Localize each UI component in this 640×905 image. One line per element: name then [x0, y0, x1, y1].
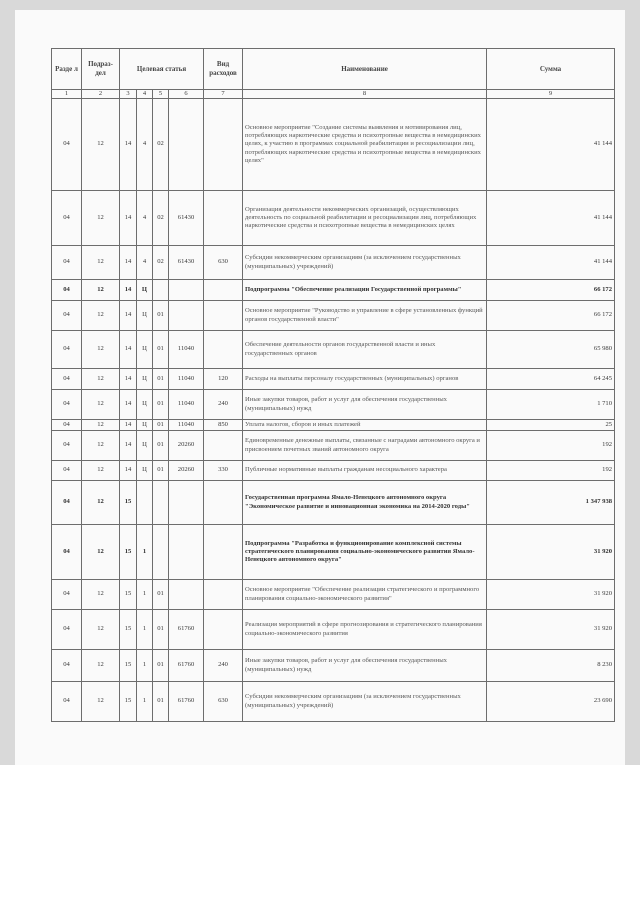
- cell-podrazdel: 12: [82, 99, 120, 191]
- table-row: [52, 525, 615, 580]
- column-number: 2: [82, 90, 120, 99]
- cell-direction: [169, 580, 204, 610]
- cell-direction: [169, 301, 204, 331]
- cell-podrazdel: 12: [82, 650, 120, 682]
- cell-expense-type: [204, 431, 243, 461]
- cell-razdel: 04: [52, 99, 82, 191]
- cell-name: Подпрограмма "Разработка и функционирование комплексной системы стратегического планирования социально-экономического развития Ямало-Ненецкого автономного округа": [243, 525, 487, 580]
- cell-event: 01: [153, 301, 169, 331]
- table-row: [52, 420, 615, 431]
- cell-name: Государственная программа Ямало-Ненецкого автономного округа "Экономическое развитие и инновационная экономика на 2014-2020 годы": [243, 481, 487, 525]
- cell-subprogram: 1: [137, 610, 153, 650]
- cell-subprogram: Ц: [137, 369, 153, 390]
- cell-event: 02: [153, 246, 169, 280]
- cell-subprogram: [137, 481, 153, 525]
- header-sum: Сумма: [487, 49, 615, 90]
- cell-razdel: 04: [52, 420, 82, 431]
- cell-program: 14: [120, 246, 137, 280]
- cell-name: Подпрограмма "Обеспечение реализации Государственной программы": [243, 280, 487, 301]
- cell-razdel: 04: [52, 650, 82, 682]
- cell-sum: 64 245: [487, 369, 615, 390]
- cell-subprogram: 1: [137, 650, 153, 682]
- cell-expense-type: 240: [204, 650, 243, 682]
- cell-sum: 192: [487, 461, 615, 481]
- table-row: [52, 682, 615, 722]
- cell-podrazdel: 12: [82, 280, 120, 301]
- table-row: [52, 369, 615, 390]
- cell-program: 15: [120, 610, 137, 650]
- cell-subprogram: Ц: [137, 390, 153, 420]
- cell-podrazdel: 12: [82, 331, 120, 369]
- cell-program: 15: [120, 650, 137, 682]
- table-row: [52, 390, 615, 420]
- cell-razdel: 04: [52, 525, 82, 580]
- cell-direction: 20260: [169, 431, 204, 461]
- cell-subprogram: Ц: [137, 301, 153, 331]
- cell-direction: [169, 280, 204, 301]
- budget-table: [51, 48, 615, 722]
- cell-name: Реализация мероприятий в сфере прогнозирования и стратегического планирования социально-экономического развития: [243, 610, 487, 650]
- cell-podrazdel: 12: [82, 246, 120, 280]
- cell-event: 01: [153, 682, 169, 722]
- cell-subprogram: Ц: [137, 431, 153, 461]
- cell-subprogram: 4: [137, 246, 153, 280]
- cell-program: 14: [120, 390, 137, 420]
- cell-razdel: 04: [52, 191, 82, 246]
- cell-podrazdel: 12: [82, 682, 120, 722]
- cell-program: 14: [120, 331, 137, 369]
- column-number: 5: [153, 90, 169, 99]
- header-razdel: Разде л: [52, 49, 82, 90]
- cell-direction: 11040: [169, 420, 204, 431]
- table-row: [52, 610, 615, 650]
- cell-program: 14: [120, 369, 137, 390]
- column-number: 8: [243, 90, 487, 99]
- table-row: [52, 580, 615, 610]
- cell-subprogram: Ц: [137, 461, 153, 481]
- cell-subprogram: 1: [137, 525, 153, 580]
- cell-podrazdel: 12: [82, 390, 120, 420]
- cell-razdel: 04: [52, 246, 82, 280]
- column-number: 7: [204, 90, 243, 99]
- cell-expense-type: [204, 331, 243, 369]
- cell-expense-type: [204, 301, 243, 331]
- cell-program: 14: [120, 420, 137, 431]
- header-podrazdel: Подраз- дел: [82, 49, 120, 90]
- cell-razdel: 04: [52, 369, 82, 390]
- table-row: [52, 481, 615, 525]
- column-number: 6: [169, 90, 204, 99]
- cell-name: Иные закупки товаров, работ и услуг для обеспечения государственных (муниципальных) нужд: [243, 390, 487, 420]
- cell-razdel: 04: [52, 481, 82, 525]
- cell-program: 15: [120, 682, 137, 722]
- cell-event: 01: [153, 390, 169, 420]
- cell-direction: 61430: [169, 191, 204, 246]
- cell-event: 01: [153, 610, 169, 650]
- table-row: [52, 301, 615, 331]
- cell-podrazdel: 12: [82, 369, 120, 390]
- cell-expense-type: [204, 280, 243, 301]
- cell-event: [153, 481, 169, 525]
- header-name: Наименование: [243, 49, 487, 90]
- cell-name: Основное мероприятие "Обеспечение реализации стратегического и программного планирования социально-экономического развития": [243, 580, 487, 610]
- table-row: [52, 431, 615, 461]
- cell-subprogram: Ц: [137, 420, 153, 431]
- cell-sum: 41 144: [487, 246, 615, 280]
- cell-direction: 61430: [169, 246, 204, 280]
- cell-podrazdel: 12: [82, 420, 120, 431]
- cell-razdel: 04: [52, 682, 82, 722]
- cell-subprogram: 1: [137, 682, 153, 722]
- cell-expense-type: [204, 99, 243, 191]
- cell-program: 15: [120, 481, 137, 525]
- cell-sum: 8 230: [487, 650, 615, 682]
- cell-event: 01: [153, 580, 169, 610]
- column-number: 9: [487, 90, 615, 99]
- cell-sum: 41 144: [487, 191, 615, 246]
- cell-event: 01: [153, 461, 169, 481]
- cell-program: 14: [120, 301, 137, 331]
- cell-sum: 1 710: [487, 390, 615, 420]
- cell-event: [153, 280, 169, 301]
- cell-direction: 61760: [169, 682, 204, 722]
- table-row: [52, 650, 615, 682]
- cell-event: 01: [153, 650, 169, 682]
- cell-name: Субсидии некоммерческим организациям (за исключением государственных (муниципальных) учреждений): [243, 246, 487, 280]
- column-number: 4: [137, 90, 153, 99]
- cell-event: 01: [153, 420, 169, 431]
- cell-subprogram: Ц: [137, 331, 153, 369]
- cell-razdel: 04: [52, 610, 82, 650]
- table-row: [52, 99, 615, 191]
- cell-razdel: 04: [52, 461, 82, 481]
- cell-event: 01: [153, 331, 169, 369]
- cell-direction: 11040: [169, 331, 204, 369]
- cell-razdel: 04: [52, 280, 82, 301]
- cell-expense-type: 630: [204, 246, 243, 280]
- cell-expense-type: [204, 610, 243, 650]
- cell-sum: 41 144: [487, 99, 615, 191]
- cell-name: Уплата налогов, сборов и иных платежей: [243, 420, 487, 431]
- table-row: [52, 331, 615, 369]
- cell-direction: 11040: [169, 390, 204, 420]
- table-row: [52, 280, 615, 301]
- cell-podrazdel: 12: [82, 481, 120, 525]
- cell-expense-type: [204, 525, 243, 580]
- cell-name: Основное мероприятие "Руководство и управление в сфере установленных функций органов государственной власти": [243, 301, 487, 331]
- cell-subprogram: 4: [137, 191, 153, 246]
- column-number: 1: [52, 90, 82, 99]
- cell-program: 14: [120, 431, 137, 461]
- cell-program: 14: [120, 280, 137, 301]
- cell-sum: 192: [487, 431, 615, 461]
- cell-podrazdel: 12: [82, 431, 120, 461]
- table-row: [52, 461, 615, 481]
- cell-event: 01: [153, 431, 169, 461]
- cell-name: Единовременные денежные выплаты, связанные с наградами автономного округа и присвоением почетных званий автономного округа: [243, 431, 487, 461]
- cell-direction: [169, 99, 204, 191]
- cell-sum: 25: [487, 420, 615, 431]
- cell-name: Субсидии некоммерческим организациям (за исключением государственных (муниципальных) учреждений): [243, 682, 487, 722]
- cell-razdel: 04: [52, 431, 82, 461]
- cell-expense-type: 240: [204, 390, 243, 420]
- cell-event: 02: [153, 99, 169, 191]
- cell-name: Организация деятельности некоммерческих организаций, осуществляющих деятельность по социальной реабилитации и ресоциализации лиц, потребляющих наркотические средства и психотропные вещества в немедицинских целях: [243, 191, 487, 246]
- cell-name: Расходы на выплаты персоналу государственных (муниципальных) органов: [243, 369, 487, 390]
- cell-name: Обеспечение деятельности органов государственной власти и иных государственных органов: [243, 331, 487, 369]
- cell-expense-type: [204, 481, 243, 525]
- cell-program: 14: [120, 99, 137, 191]
- header-expense-type: Вид расходов: [204, 49, 243, 90]
- cell-razdel: 04: [52, 390, 82, 420]
- cell-expense-type: 120: [204, 369, 243, 390]
- cell-razdel: 04: [52, 331, 82, 369]
- cell-podrazdel: 12: [82, 301, 120, 331]
- cell-sum: 31 920: [487, 610, 615, 650]
- cell-sum: 31 920: [487, 580, 615, 610]
- cell-sum: 23 690: [487, 682, 615, 722]
- cell-program: 14: [120, 461, 137, 481]
- cell-podrazdel: 12: [82, 461, 120, 481]
- cell-podrazdel: 12: [82, 610, 120, 650]
- cell-direction: [169, 525, 204, 580]
- cell-direction: 11040: [169, 369, 204, 390]
- cell-name: Иные закупки товаров, работ и услуг для обеспечения государственных (муниципальных) нужд: [243, 650, 487, 682]
- cell-sum: 1 347 938: [487, 481, 615, 525]
- cell-expense-type: 850: [204, 420, 243, 431]
- cell-razdel: 04: [52, 580, 82, 610]
- cell-program: 15: [120, 525, 137, 580]
- cell-expense-type: [204, 191, 243, 246]
- table-row: [52, 246, 615, 280]
- cell-program: 14: [120, 191, 137, 246]
- cell-podrazdel: 12: [82, 525, 120, 580]
- cell-event: 01: [153, 369, 169, 390]
- cell-name: Публичные нормативные выплаты гражданам несоциального характера: [243, 461, 487, 481]
- cell-direction: [169, 481, 204, 525]
- cell-subprogram: Ц: [137, 280, 153, 301]
- cell-expense-type: 330: [204, 461, 243, 481]
- cell-name: Основное мероприятие "Создание системы выявления и мотивирования лиц, потребляющих наркотические средства и психотропные вещества в немедицинских целях, к участию в программах социальной реабилитации и ресоциализации лиц, потребляющих наркотические средства и психотропные вещества в немедицинских целях": [243, 99, 487, 191]
- cell-razdel: 04: [52, 301, 82, 331]
- cell-podrazdel: 12: [82, 191, 120, 246]
- cell-event: [153, 525, 169, 580]
- cell-sum: 66 172: [487, 301, 615, 331]
- table-row: [52, 191, 615, 246]
- cell-expense-type: [204, 580, 243, 610]
- cell-sum: 65 980: [487, 331, 615, 369]
- cell-sum: 31 920: [487, 525, 615, 580]
- column-number: 3: [120, 90, 137, 99]
- cell-event: 02: [153, 191, 169, 246]
- cell-direction: 61760: [169, 650, 204, 682]
- cell-direction: 20260: [169, 461, 204, 481]
- header-target-article: Целевая статья: [120, 49, 204, 90]
- cell-subprogram: 1: [137, 580, 153, 610]
- cell-expense-type: 630: [204, 682, 243, 722]
- cell-direction: 61760: [169, 610, 204, 650]
- column-number-row: [52, 90, 615, 99]
- cell-sum: 66 172: [487, 280, 615, 301]
- cell-subprogram: 4: [137, 99, 153, 191]
- table-header-row: [52, 49, 615, 90]
- cell-podrazdel: 12: [82, 580, 120, 610]
- cell-program: 15: [120, 580, 137, 610]
